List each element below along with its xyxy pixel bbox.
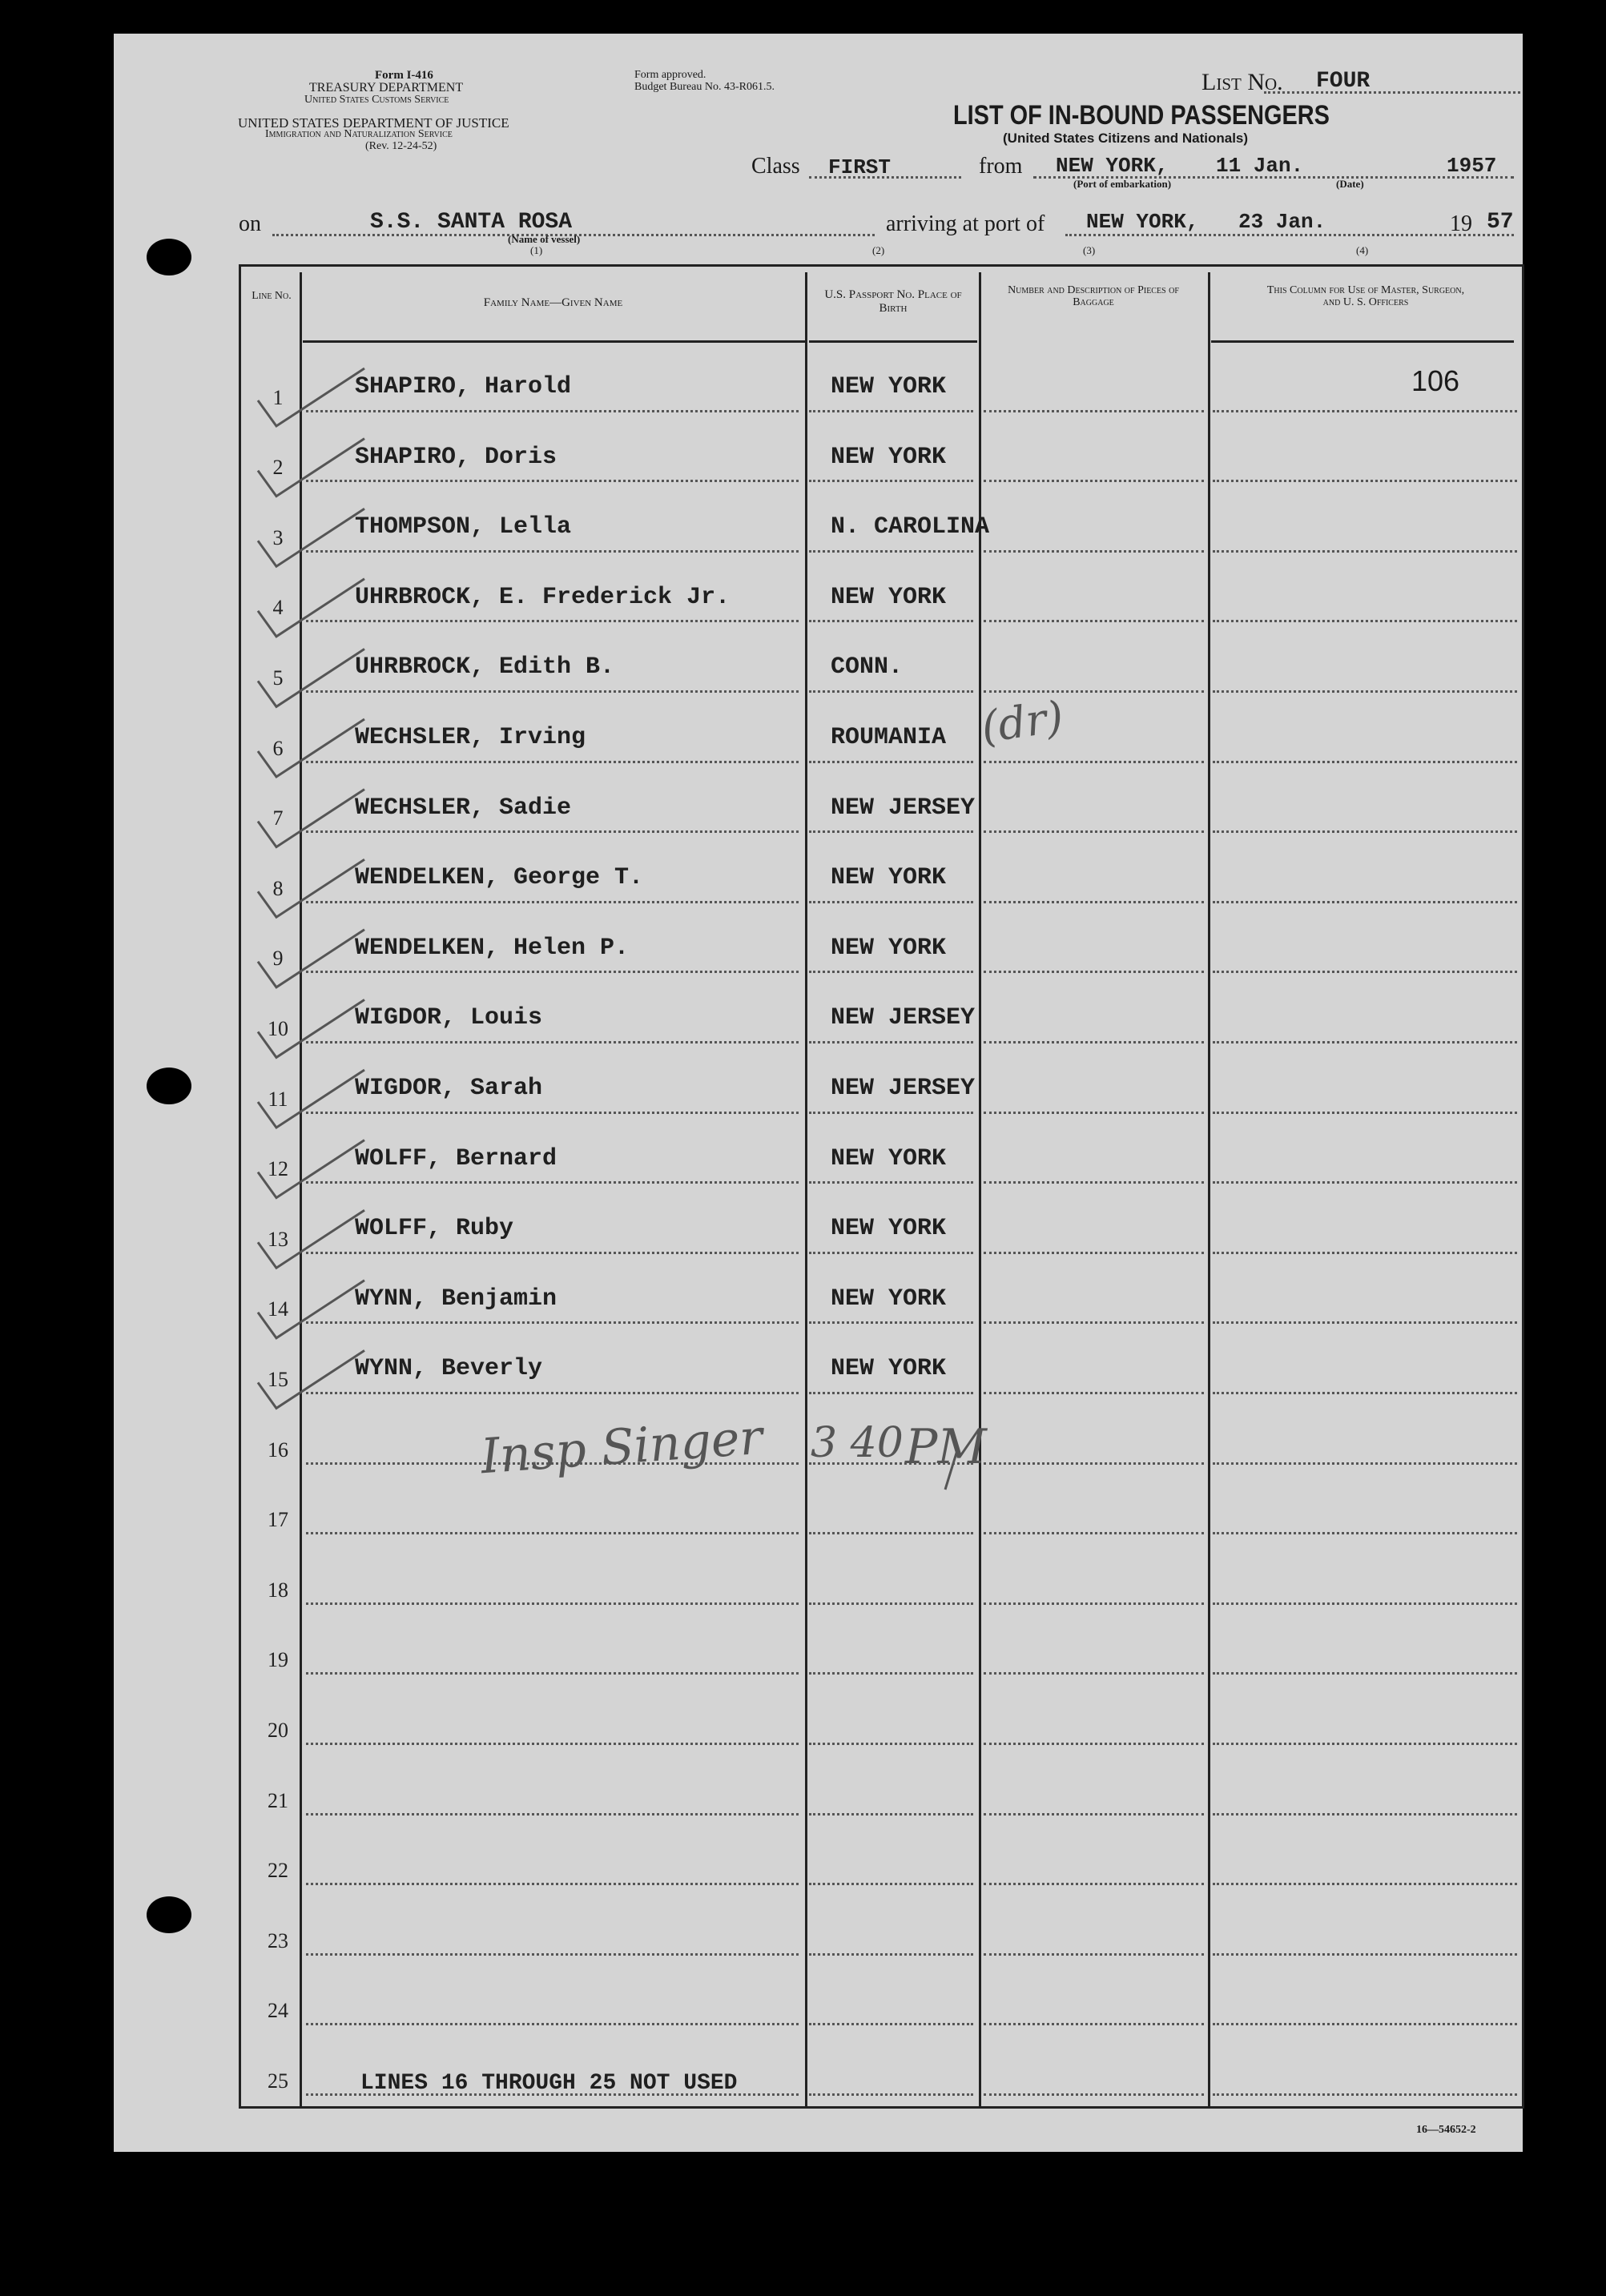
row-rule [809,830,973,833]
row-rule [306,1813,799,1815]
row-rule [809,2023,973,2025]
row-rule [1213,620,1517,622]
row-rule [306,480,799,482]
from-year: 1957 [1447,154,1497,178]
birthplace: NEW YORK [831,1215,947,1243]
line-number: 4 [272,596,284,620]
table-right-border [1522,264,1524,2109]
birthplace: N. CAROLINA [831,513,990,541]
punch-hole [147,239,191,275]
list-number-value: FOUR [1316,69,1371,94]
budget-bureau: Budget Bureau No. 43-R061.5. [634,81,775,93]
row-rule [1213,1883,1517,1885]
header-underline [809,340,977,343]
row-rule [306,2023,799,2025]
birthplace: NEW YORK [831,1285,947,1313]
row-rule [984,1252,1204,1254]
row-rule [306,901,799,903]
row-rule [306,1252,799,1254]
line-number: 21 [268,1788,288,1812]
row-rule [809,620,973,622]
arrival-year-prefix: 19 [1450,211,1472,236]
arrival-year: 57 [1487,210,1514,235]
row-rule [809,2093,973,2096]
row-rule [1213,1462,1517,1465]
row-rule [984,2093,1204,2096]
birthplace: NEW YORK [831,934,947,962]
row-rule [1213,690,1517,693]
col4-number: (4) [1356,244,1369,256]
line-number: 23 [268,1928,288,1952]
row-rule [809,1041,973,1043]
row-rule [984,410,1204,412]
row-rule [984,1813,1204,1815]
passenger-name: WENDELKEN, Helen P. [355,934,630,962]
line-number: 18 [268,1578,288,1602]
arriving-label: arriving at port of [886,211,1045,236]
line-number: 6 [272,736,284,760]
class-label: Class [751,154,800,179]
row-rule [984,1602,1204,1605]
line-number: 20 [268,1719,288,1742]
birthplace: NEW YORK [831,583,947,611]
form-number: Form I-416 [375,69,433,82]
passenger-name: UHRBROCK, E. Frederick Jr. [355,583,731,611]
list-number-label: List No. [1201,69,1283,95]
class-value: FIRST [828,155,892,179]
row-rule [1213,1813,1517,1815]
line-number: 24 [268,1999,288,2023]
row-rule [984,830,1204,833]
birthplace: CONN. [831,653,904,682]
passenger-name: WYNN, Benjamin [355,1285,557,1313]
row-rule [1213,2093,1517,2096]
passenger-name: WIGDOR, Louis [355,1004,543,1032]
row-rule [809,480,973,482]
row-rule [984,1743,1204,1745]
row-rule [1213,1252,1517,1254]
row-rule [306,620,799,622]
row-rule [809,690,973,693]
passenger-name: WOLFF, Ruby [355,1215,514,1243]
col1-number: (1) [530,244,543,256]
row-rule [1213,1953,1517,1956]
row-rule [809,1953,973,1956]
passenger-name: SHAPIRO, Doris [355,443,557,471]
row-rule [809,1602,973,1605]
row-rule [984,1953,1204,1956]
birthplace: NEW YORK [831,1355,947,1383]
birthplace: NEW JERSEY [831,1075,976,1102]
birthplace: NEW JERSEY [831,794,976,822]
row-rule [1213,480,1517,482]
passenger-name: WECHSLER, Sadie [355,794,572,822]
dotted-line [1264,91,1520,94]
page-title: LIST OF IN-BOUND PASSENGERS [953,100,1330,131]
row-rule [809,901,973,903]
line-number: 10 [268,1017,288,1040]
row-rule [306,1953,799,1956]
row-rule [1213,1392,1517,1394]
col-header-officers: This Column for Use of Master, Surgeon, and U. S. Officers [1266,284,1465,308]
row-rule [984,761,1204,763]
col2-number: (2) [872,244,885,256]
passenger-name: WECHSLER, Irving [355,724,586,751]
row-rule [306,410,799,412]
row-rule [984,1321,1204,1324]
column-divider [979,272,981,2106]
immigration-service: Immigration and Naturalization Service [265,128,453,140]
row-rule [984,1462,1204,1465]
row-rule [1213,550,1517,553]
row-rule [306,761,799,763]
row-rule [1213,2023,1517,2025]
line-number: 12 [268,1157,288,1181]
row-rule [984,1883,1204,1885]
row-rule [1213,1672,1517,1675]
passenger-name: UHRBROCK, Edith B. [355,653,615,682]
row-rule [306,1112,799,1114]
line-number: 3 [272,525,284,549]
line-number: 19 [268,1648,288,1672]
row-rule [306,1602,799,1605]
passenger-name: WOLFF, Bernard [355,1144,557,1172]
line-number: 11 [268,1087,288,1111]
row-rule [1213,410,1517,412]
vessel-caption: (Name of vessel) [508,233,581,245]
header-underline [1211,340,1514,343]
row-rule [809,1321,973,1324]
row-rule [306,1743,799,1745]
row-rule [984,550,1204,553]
row-rule [984,620,1204,622]
row-rule [1213,761,1517,763]
row-rule [1213,1532,1517,1534]
col-header-name: Family Name—Given Name [483,296,623,309]
row-rule [306,1672,799,1675]
from-port: NEW YORK, [1056,154,1169,178]
revision: (Rev. 12-24-52) [365,140,437,152]
punch-hole [147,1068,191,1104]
line-number: 17 [268,1508,288,1532]
date-caption: (Date) [1336,178,1364,190]
arrival-port: NEW YORK, [1086,210,1199,234]
row-rule [809,1181,973,1184]
row-rule [984,1392,1204,1394]
arrival-date: 23 Jan. [1238,210,1326,234]
passenger-name: THOMPSON, Lella [355,513,572,541]
row-rule [809,1743,973,1745]
column-divider [805,272,807,2106]
row-rule [809,761,973,763]
inspector-signature: Insp Singer [478,1409,765,1486]
line-number: 13 [268,1227,288,1251]
row-rule [1213,1602,1517,1605]
row-rule [306,971,799,973]
row-rule [1213,1112,1517,1114]
row-rule [1213,1181,1517,1184]
col-header-baggage: Number and Description of Pieces of Baggage [1008,284,1179,308]
line-number: 15 [268,1368,288,1391]
row-rule [306,690,799,693]
birthplace: NEW YORK [831,443,947,471]
row-rule [984,1112,1204,1114]
page-subtitle: (United States Citizens and Nationals) [1003,131,1249,146]
punch-hole [147,1896,191,1933]
row-rule [306,1392,799,1394]
row-rule [306,1883,799,1885]
row-rule [809,550,973,553]
header-underline [303,340,806,343]
line-number: 14 [268,1297,288,1321]
row-rule [306,1321,799,1324]
on-label: on [239,211,261,236]
not-used-note: LINES 16 THROUGH 25 NOT USED [360,2071,738,2096]
table-left-border [239,264,241,2109]
table-bottom-border [239,2106,1523,2109]
dotted-line [1065,234,1514,236]
row-rule [984,690,1204,693]
line-number: 1 [272,385,284,409]
line-number: 2 [272,456,284,480]
row-rule [984,480,1204,482]
birthplace: NEW YORK [831,864,947,892]
table-top-border [239,264,1523,267]
row-rule [809,1392,973,1394]
row-rule [984,1041,1204,1043]
passenger-name: WYNN, Beverly [355,1355,543,1383]
handwritten-initials: PM [905,1419,987,1475]
from-date: 11 Jan. [1216,154,1304,178]
col-header-passport: U.S. Passport No. Place of Birth [824,288,962,315]
row-rule [809,1532,973,1534]
row-rule [809,971,973,973]
footer-code: 16—54652-2 [1416,2124,1476,2136]
row-rule [1213,971,1517,973]
row-rule [1213,901,1517,903]
passenger-name: WENDELKEN, George T. [355,864,644,892]
row-rule [306,1181,799,1184]
row-rule [1213,1041,1517,1043]
row-rule [306,550,799,553]
birthplace: NEW YORK [831,373,947,400]
form-approved: Form approved. [634,69,706,81]
form-sheet [114,34,1523,2152]
row-rule [809,1252,973,1254]
row-rule [984,1672,1204,1675]
column-divider [1208,272,1210,2106]
officer-number: 106 [1411,364,1460,397]
row-rule [1213,830,1517,833]
row-rule [1213,1321,1517,1324]
row-rule [1213,1743,1517,1745]
row-rule [809,410,973,412]
row-rule [306,830,799,833]
passenger-name: WIGDOR, Sarah [355,1075,543,1102]
row-rule [984,1532,1204,1534]
port-embarkation-caption: (Port of embarkation) [1073,178,1172,190]
col3-number: (3) [1083,244,1096,256]
passenger-name: SHAPIRO, Harold [355,373,572,400]
treasury-dept: TREASURY DEPARTMENT [309,81,464,94]
row-rule [984,2023,1204,2025]
birthplace: ROUMANIA [831,724,947,751]
col-header-line-no: Line No. [252,290,292,302]
row-rule [809,1672,973,1675]
handwritten-time: 3 40 [811,1419,904,1467]
line-number: 22 [268,1859,288,1883]
vessel-name: S.S. SANTA ROSA [370,210,573,235]
row-rule [306,1532,799,1534]
row-rule [984,901,1204,903]
justice-dept: UNITED STATES DEPARTMENT OF JUSTICE [238,115,509,131]
line-number: 25 [268,2069,288,2093]
line-number: 5 [272,666,284,690]
handwritten-note: (dr) [978,691,1067,753]
birthplace: NEW YORK [831,1144,947,1172]
column-divider [300,272,302,2106]
row-rule [809,1883,973,1885]
row-rule [984,1181,1204,1184]
row-rule [306,1041,799,1043]
row-rule [809,1813,973,1815]
from-label: from [979,154,1023,179]
line-number: 8 [272,876,284,900]
line-number: 9 [272,947,284,971]
customs-service: United States Customs Service [304,94,449,106]
line-number: 16 [268,1438,288,1462]
line-number: 7 [272,806,284,830]
row-rule [984,971,1204,973]
birthplace: NEW JERSEY [831,1004,976,1032]
row-rule [809,1112,973,1114]
